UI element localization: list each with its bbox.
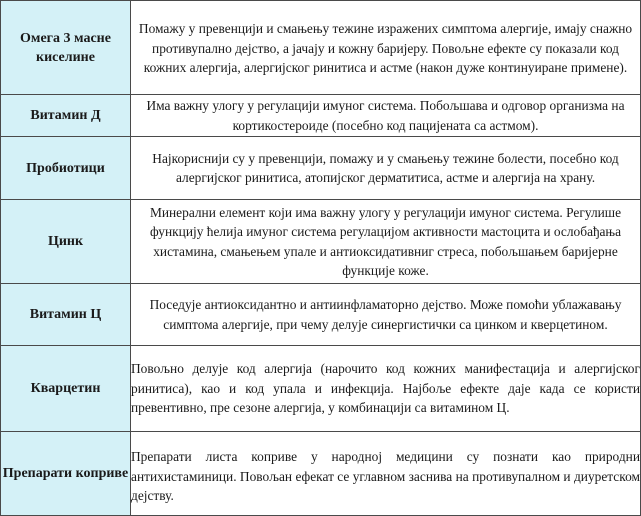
table-row xyxy=(1,346,641,432)
row-description-cell: Има важну улогу у регулацији имуног система. Побољшава и одговор организма на кортикостероиде (посебно код пацијената са астмом). xyxy=(131,95,641,137)
row-description-cell: Помажу у превенцији и смањењу тежине изражених симптома алергије, имају снажно противупално дејство, а јачају и кожну баријеру. Повољне ефекте су показали код кожних алергија, алергијског ринитиса и астме (након дуже континуиране примене). xyxy=(131,1,641,95)
row-name-cell: Витамин Ц xyxy=(1,284,131,346)
row-name-cell: Препарати коприве xyxy=(1,432,131,516)
row-description-cell: Препарати листа коприве у народној медицини су познати као природни антихистаминици. Повољан ефекат се углавном заснива на противупалном и диуретском дејству. xyxy=(131,432,641,516)
row-name-cell: Омега 3 масне киселине xyxy=(1,1,131,95)
row-name-cell: Пробиотици xyxy=(1,137,131,200)
row-description-cell: Најкориснији су у превенцији, помажу и у смањењу тежине болести, посебно код алергијског ринитиса, атопијског дерматитиса, астме и алергија на храну. xyxy=(131,137,641,200)
table-row xyxy=(1,1,641,95)
row-description-cell: Минерални елемент који има важну улогу у регулацији имуног система. Регулише функцију ћелија имуног система регулацијом активности мастоцита и ослобађања хистамина, смањењем упале и антиоксидативниг стреса, побољшањем баријерне функције коже. xyxy=(131,200,641,284)
row-description-cell: Повољно делује код алергија (нарочито код кожних манифестација и алергијског ринитиса), као и код упала и инфекција. Најбоље ефекте даје када се користи превентивно, пре сезоне алергија, у комбинацији са витамином Ц. xyxy=(131,346,641,432)
table-row xyxy=(1,95,641,137)
table-row xyxy=(1,200,641,284)
table-row xyxy=(1,284,641,346)
row-name-cell: Кварцетин xyxy=(1,346,131,432)
row-name-cell: Витамин Д xyxy=(1,95,131,137)
table-row xyxy=(1,432,641,516)
row-name-cell: Цинк xyxy=(1,200,131,284)
table-row xyxy=(1,137,641,200)
row-description-cell: Поседује антиоксидантно и антиинфламаторно дејство. Може помоћи ублажавању симптома алергије, при чему делује синергистички са цинком и кверцетином. xyxy=(131,284,641,346)
